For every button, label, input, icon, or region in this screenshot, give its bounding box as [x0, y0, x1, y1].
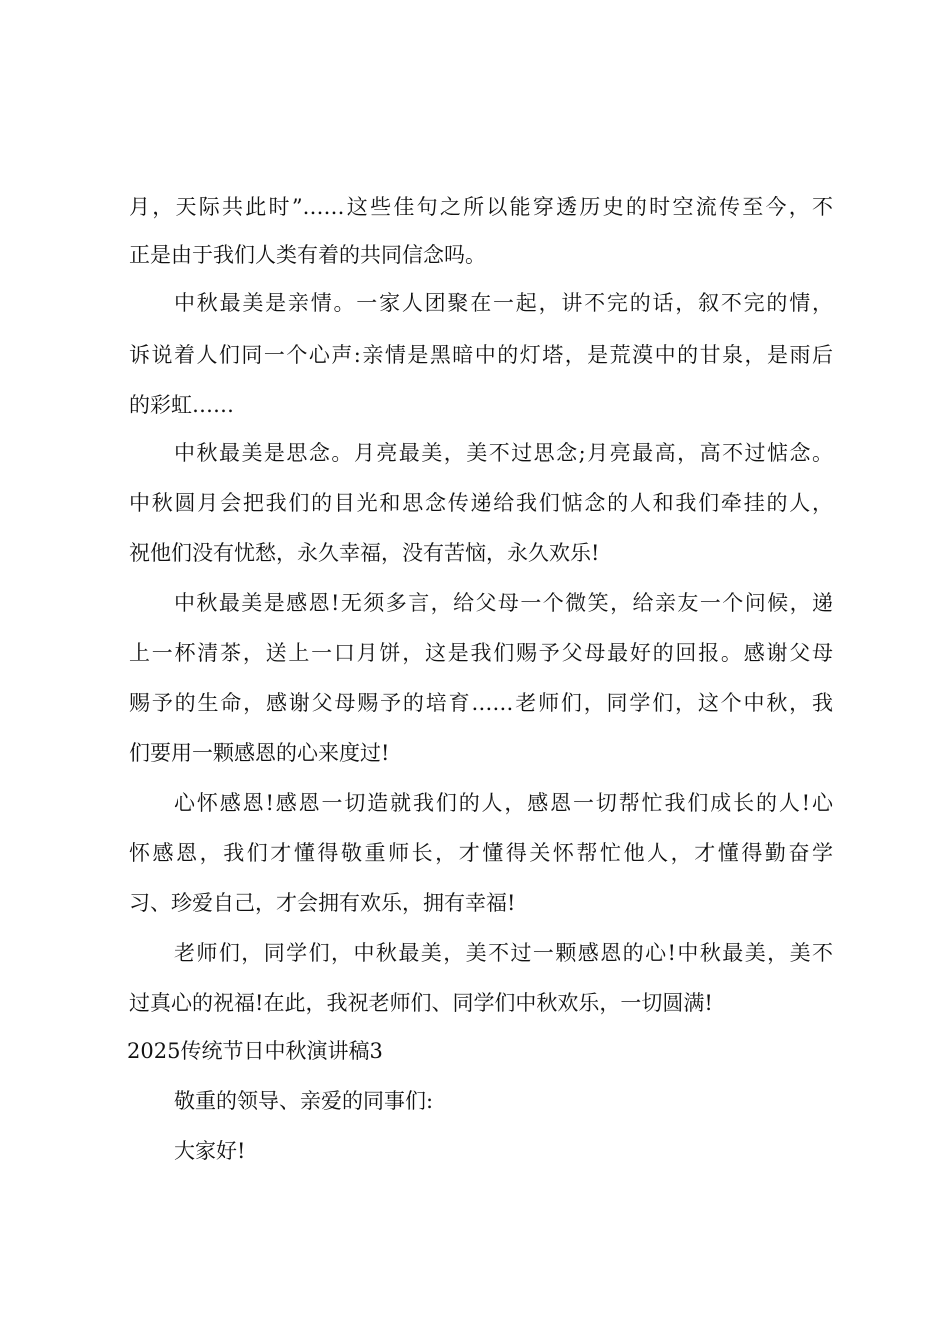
- paragraph-line: 中秋最美是感恩!无须多言，给父母一个微笑，给亲友一个问候，递: [174, 591, 833, 615]
- paragraph-line: 赐予的生命，感谢父母赐予的培育……老师们，同学们，这个中秋，我: [129, 691, 833, 715]
- paragraph-line: 心怀感恩!感恩一切造就我们的人，感恩一切帮忙我们成长的人!心: [174, 791, 833, 815]
- paragraph-line: 中秋最美是亲情。一家人团聚在一起，讲不完的话，叙不完的情，: [174, 291, 833, 315]
- paragraph-line: 过真心的祝福!在此，我祝老师们、同学们中秋欢乐，一切圆满!: [129, 991, 713, 1015]
- paragraph-line: 上一杯清茶，送上一口月饼，这是我们赐予父母最好的回报。感谢父母: [129, 641, 833, 665]
- paragraph-line: 老师们，同学们，中秋最美，美不过一颗感恩的心!中秋最美，美不: [174, 941, 833, 965]
- paragraph-line: 诉说着人们同一个心声:亲情是黑暗中的灯塔，是荒漠中的甘泉，是雨后: [129, 343, 833, 367]
- greeting-line: 敬重的领导、亲爱的同事们:: [174, 1089, 434, 1113]
- section-heading: 2025传统节日中秋演讲稿3: [127, 1039, 383, 1063]
- greeting-line: 大家好!: [174, 1139, 246, 1163]
- paragraph-line: 中秋最美是思念。月亮最美，美不过思念;月亮最高，高不过惦念。: [174, 441, 833, 465]
- paragraph-line: 月，天际共此时”……这些佳句之所以能穿透历史的时空流传至今，不: [129, 195, 833, 219]
- paragraph-line: 怀感恩，我们才懂得敬重师长，才懂得关怀帮忙他人，才懂得勤奋学: [129, 841, 833, 865]
- paragraph-line: 们要用一颗感恩的心来度过!: [129, 741, 390, 765]
- paragraph-line: 的彩虹……: [129, 393, 234, 417]
- paragraph-line: 正是由于我们人类有着的共同信念吗。: [129, 243, 486, 267]
- paragraph-line: 祝他们没有忧愁，永久幸福，没有苦恼，永久欢乐!: [129, 541, 600, 565]
- paragraph-line: 中秋圆月会把我们的目光和思念传递给我们惦念的人和我们牵挂的人，: [129, 491, 833, 515]
- paragraph-line: 习、珍爱自己，才会拥有欢乐，拥有幸福!: [129, 891, 516, 915]
